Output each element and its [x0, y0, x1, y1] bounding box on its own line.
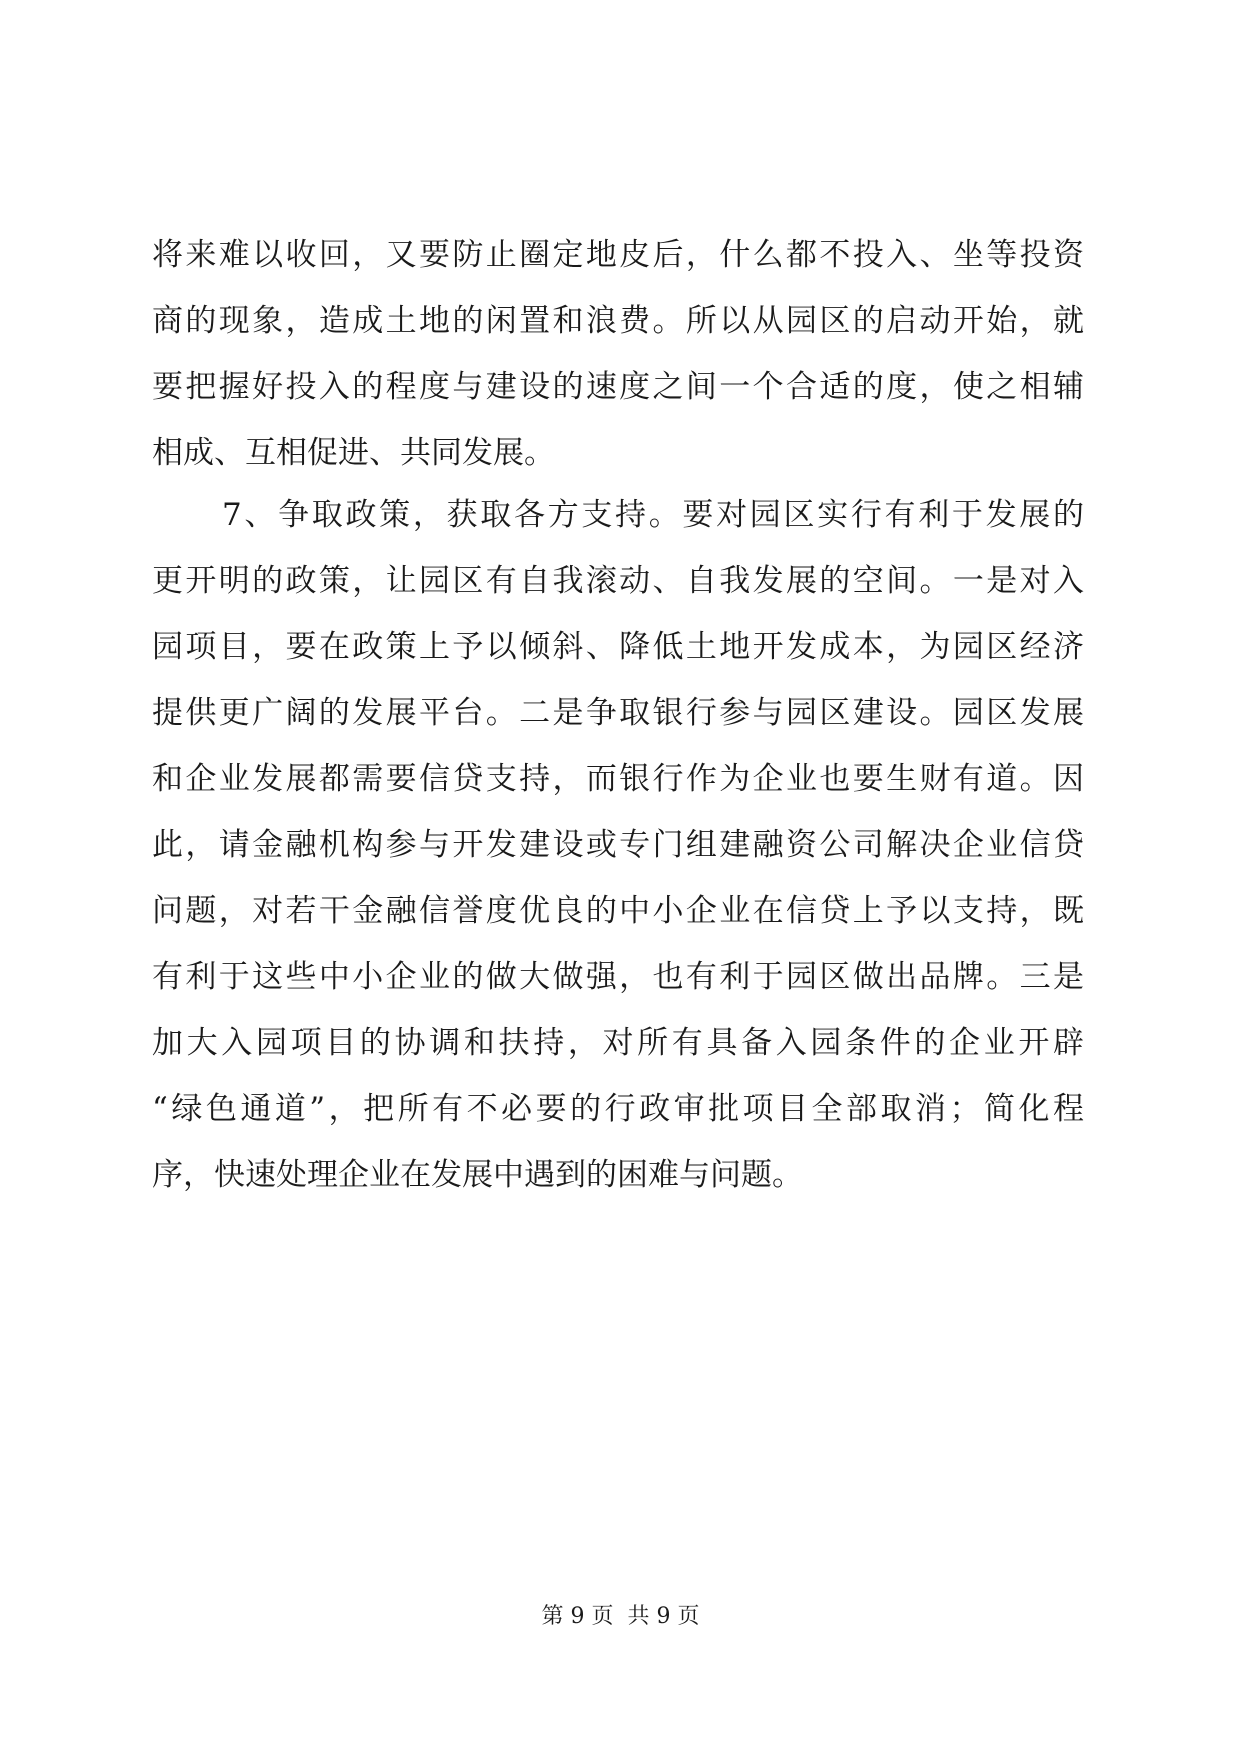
paragraph-line: 加大入园项目的协调和扶持，对所有具备入园条件的企业开辟 [152, 1025, 1084, 1061]
paragraph-continuation [152, 222, 1084, 486]
paragraph-line: 要把握好投入的程度与建设的速度之间一个合适的度，使之相辅 [152, 369, 1084, 405]
paragraph-line: 序，快速处理企业在发展中遇到的困难与问题。 [152, 1157, 803, 1193]
paragraph-line: 相成、互相促进、共同发展。 [152, 435, 555, 471]
paragraph-line: 更开明的政策，让园区有自我滚动、自我发展的空间。一是对入 [152, 563, 1084, 599]
paragraph-line: 问题，对若干金融信誉度优良的中小企业在信贷上予以支持，既 [152, 893, 1084, 929]
paragraph-line: 商的现象，造成土地的闲置和浪费。所以从园区的启动开始，就 [152, 303, 1084, 339]
paragraph-line: 园项目，要在政策上予以倾斜、降低土地开发成本，为园区经济 [152, 629, 1084, 665]
paragraph-policy-support [152, 482, 1084, 1208]
paragraph-line: 将来难以收回，又要防止圈定地皮后，什么都不投入、坐等投资 [152, 237, 1084, 273]
page-number-footer: 第 9 页 共 9 页 [541, 1604, 700, 1629]
paragraph-line: “绿色通道”，把所有不必要的行政审批项目全部取消；简化程 [152, 1091, 1084, 1127]
paragraph-line: 7、争取政策，获取各方支持。要对园区实行有利于发展的 [222, 497, 1084, 533]
paragraph-line: 提供更广阔的发展平台。二是争取银行参与园区建设。园区发展 [152, 695, 1084, 731]
paragraph-line: 和企业发展都需要信贷支持，而银行作为企业也要生财有道。因 [152, 761, 1084, 797]
paragraph-line: 此，请金融机构参与开发建设或专门组建融资公司解决企业信贷 [152, 827, 1084, 863]
paragraph-line: 有利于这些中小企业的做大做强，也有利于园区做出品牌。三是 [152, 959, 1084, 995]
